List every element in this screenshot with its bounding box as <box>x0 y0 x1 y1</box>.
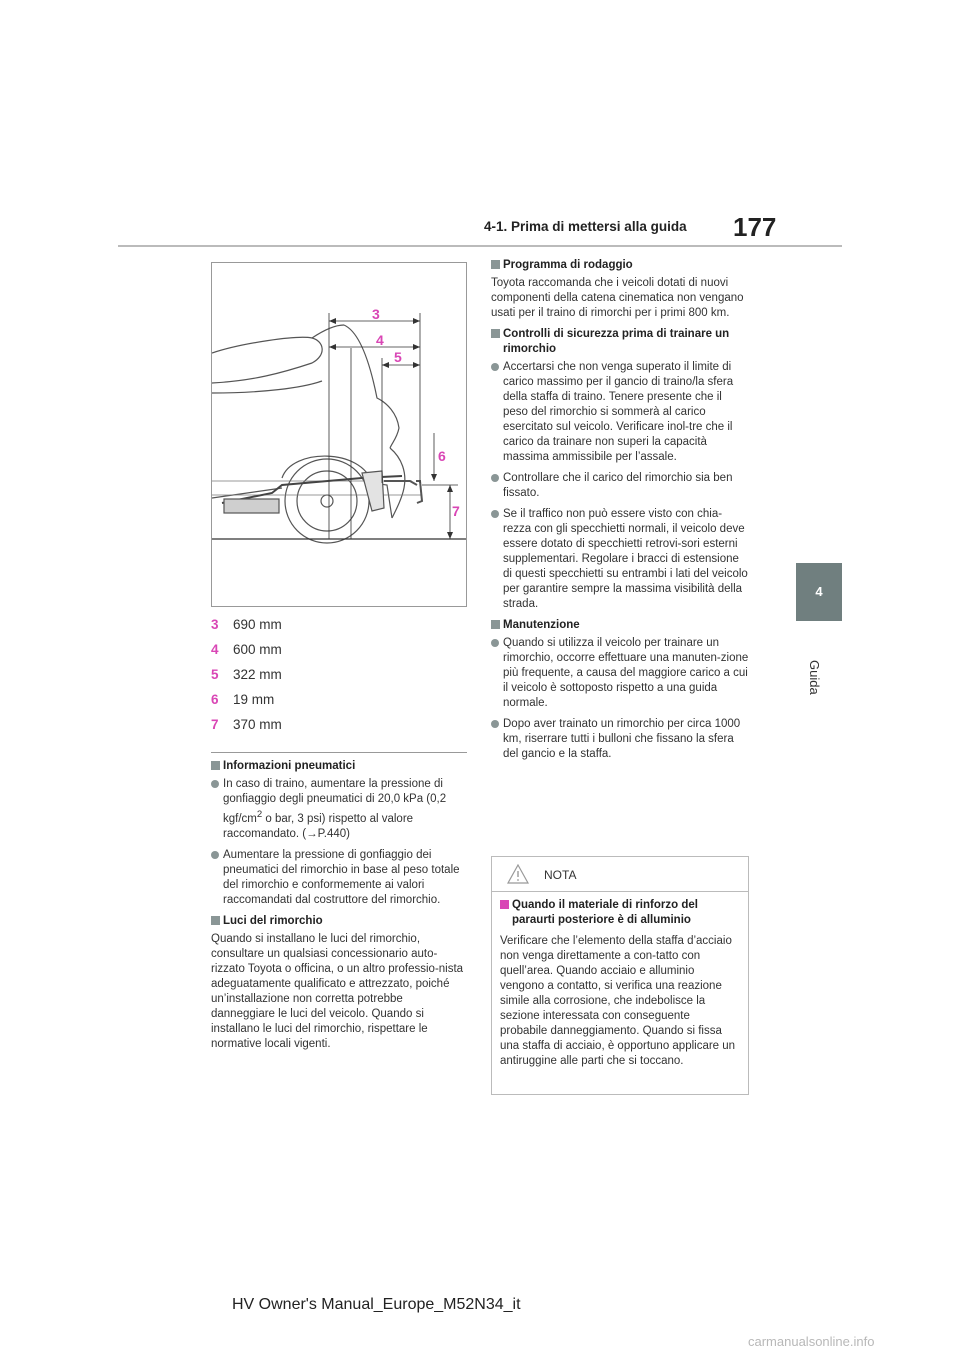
dimension-value: 19 mm <box>233 692 275 707</box>
dimension-number: 4 <box>211 642 219 657</box>
tires-bullet-trailer: Aumentare la pressione di gonfiaggio dei pneumatici del rimorchio in base al peso totale del rimorchio e conformemente ai valori raccomandati dal costruttore del rimorchio. <box>211 848 467 908</box>
dimension-value: 690 mm <box>233 617 282 632</box>
maintenance-heading: Manutenzione <box>491 618 749 633</box>
diagram-label-6: 6 <box>438 448 446 464</box>
section-title: 4-1. Prima di mettersi alla guida <box>484 219 687 234</box>
arrow-icon: → <box>306 827 318 840</box>
diagram-label-7: 7 <box>452 503 460 519</box>
note-header <box>492 857 748 892</box>
diagram-label-4: 4 <box>376 332 384 348</box>
header-divider <box>118 245 842 247</box>
note-box <box>491 856 749 1095</box>
left-column <box>211 752 467 1058</box>
watermark: carmanualsonline.info <box>748 1334 875 1349</box>
dimension-number: 5 <box>211 667 219 682</box>
diagram-label-5: 5 <box>394 349 402 365</box>
tires-text-b: o bar, 3 psi) rispetto al valore raccomandato. ( <box>223 812 414 840</box>
dimension-number: 6 <box>211 692 219 707</box>
right-column <box>491 254 749 768</box>
safety-bullet: Accertarsi che non venga superato il limite di carico massimo per il gancio di traino/la sfera della staffa di traino. Tenere presente che il peso del rimorchio si sommerà al carico esercitato sul veicolo. Verificare inol-tre che il carico da trainare non superi la capacità massima ammissibile per l’assale. <box>491 360 749 465</box>
dimension-number: 7 <box>211 717 219 732</box>
safety-bullet: Se il traffico non può essere visto con chia-rezza con gli specchietti normali, il veicolo deve essere dotato di specchietti retrovi-sori esterni supplementari. Regolare i bracci di estensione di questi specchietti su entrambi i lati del veicolo per garantire sempre la massima visibilità della strada. <box>491 507 749 612</box>
dimension-number: 3 <box>211 617 219 632</box>
dimension-value: 322 mm <box>233 667 282 682</box>
dimension-value: 370 mm <box>233 717 282 732</box>
dimension-list <box>211 612 467 737</box>
page-reference-link[interactable]: P.440) <box>317 827 351 840</box>
maintenance-bullet: Dopo aver trainato un rimorchio per circa 1000 km, riserrare tutti i bulloni che fissano la sfera del gancio e la staffa. <box>491 717 749 762</box>
towing-hitch-diagram <box>211 262 467 607</box>
break-in-heading: Programma di rodaggio <box>491 258 749 273</box>
note-title: NOTA <box>544 868 577 882</box>
manual-id: HV Owner's Manual_Europe_M52N34_it <box>232 1296 521 1313</box>
lights-text: Quando si installano le luci del rimorchio, consultare un qualsiasi concessionario auto-rizzato Toyota o officina, o un altro professio-nista adeguatamente qualificato e attrezzato, poiché un’installazione non corretta potrebbe danneggiare le luci del veicolo. Quando si installano le luci del rimorchio, rispettare le normative locali vigenti. <box>211 932 464 1050</box>
lights-heading: Luci del rimorchio <box>211 914 467 929</box>
dimension-item <box>211 612 467 637</box>
dimension-value: 600 mm <box>233 642 282 657</box>
vehicle-rear-illustration <box>212 263 466 606</box>
diagram-label-3: 3 <box>372 306 380 322</box>
warning-icon <box>507 864 529 884</box>
break-in-text: Toyota raccomanda che i veicoli dotati di nuovi componenti della catena cinematica non vengano usati per il traino di rimorchi per i primi 800 km. <box>491 277 744 319</box>
tires-bullet-pressure <box>211 777 467 842</box>
maintenance-bullet: Quando si utilizza il veicolo per trainare un rimorchio, occorre effettuare una manuten-zione più frequente, a causa del maggiore carico a cui il veicolo è sottoposto rispetto a una guida normale. <box>491 636 749 711</box>
tires-text-a: In caso di traino, aumentare la pressione di gonfiaggio degli pneumatici di 20,0 kPa (0,2 kgf/cm <box>223 778 447 825</box>
chapter-tab[interactable]: 4 <box>796 563 842 621</box>
safety-heading: Controlli di sicurezza prima di trainare un rimorchio <box>491 327 749 357</box>
column-divider <box>211 752 467 753</box>
tires-superscript: 2 <box>256 809 263 820</box>
tires-heading: Informazioni pneumatici <box>211 759 467 774</box>
note-text: Verificare che l’elemento della staffa d’acciaio non venga direttamente a con-tatto con quell’area. Quando acciaio e alluminio vengono a contatto, si verifica una reazione simile alla corrosione, che indebolisce la sezione interessata con conseguente probabile danneggiamento. Quando si fissa una staffa di acciaio, è opportuno applicare un antiruggine alle parti che si toccano. <box>500 935 736 1067</box>
dimension-item <box>211 662 467 687</box>
note-body <box>492 892 748 1069</box>
safety-bullet: Controllare che il carico del rimorchio sia ben fissato. <box>491 471 749 501</box>
dimension-item <box>211 687 467 712</box>
note-heading: Quando il materiale di rinforzo del paraurti posteriore è di alluminio <box>500 898 740 928</box>
dimension-item <box>211 637 467 662</box>
dimension-item <box>211 712 467 737</box>
chapter-label: Guida <box>807 660 822 695</box>
page-number: 177 <box>733 212 777 242</box>
